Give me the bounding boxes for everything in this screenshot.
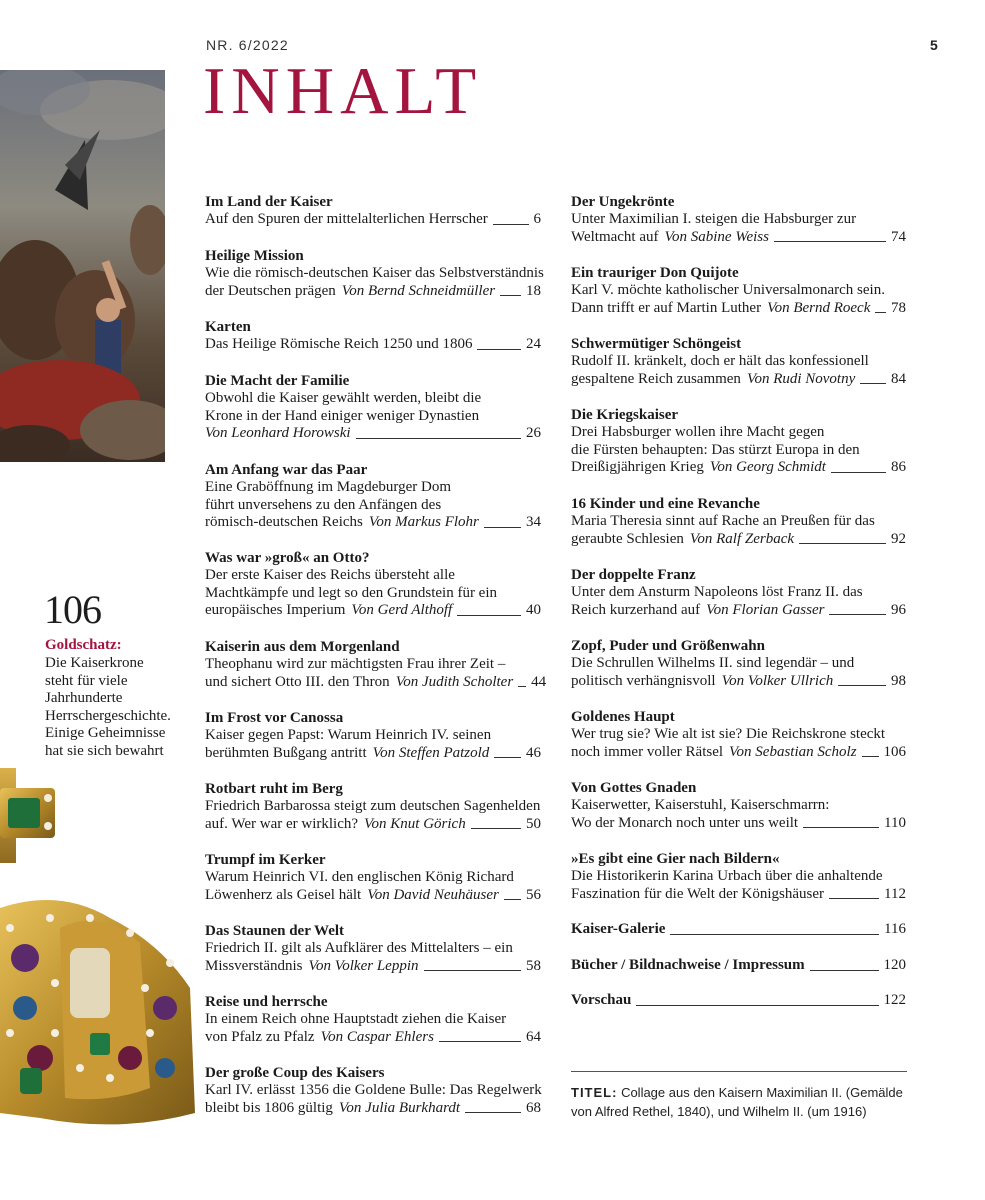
toc-entry-title: Kaiserin aus dem Morgenland <box>205 639 400 655</box>
toc-entry-text: Dreißigjährigen Krieg <box>571 459 704 476</box>
toc-entry-text: Wie die römisch-deutschen Kaiser das Selbstverständnis <box>205 265 544 281</box>
toc-entry[interactable] <box>571 495 906 548</box>
battle-painting-image <box>0 70 165 462</box>
toc-entry-author: Von Steffen Patzold <box>372 744 490 761</box>
toc-entry-text: römisch-deutschen Reichs <box>205 514 363 531</box>
toc-entry-text: Theophanu wird zur mächtigsten Frau ihrer Zeit – <box>205 656 506 672</box>
toc-entry[interactable] <box>205 851 541 904</box>
toc-entry-text: geraubte Schlesien <box>571 530 684 547</box>
toc-entry-title: 16 Kinder und eine Revanche <box>571 496 760 512</box>
toc-entry[interactable] <box>205 461 541 532</box>
toc-entry-page: 96 <box>891 601 906 618</box>
feature-description <box>45 655 185 761</box>
toc-entry-author: Von Bernd Schneidmüller <box>341 282 496 299</box>
toc-entry-author: Von Knut Görich <box>364 815 466 832</box>
toc-entry-page: 6 <box>533 211 541 227</box>
feature-line: steht für viele <box>45 672 128 689</box>
toc-entry-page: 74 <box>891 228 906 245</box>
toc-entry-page: 24 <box>526 336 541 352</box>
toc-entry-page: 116 <box>884 921 906 937</box>
toc-entry-page: 64 <box>526 1028 541 1045</box>
toc-entry-page: 44 <box>531 673 547 690</box>
toc-entry-title: Der doppelte Franz <box>571 567 696 583</box>
toc-entry-text: Die Historikerin Karina Urbach über die anhaltende <box>571 868 883 884</box>
issue-number: NR. 6/2022 <box>206 37 289 53</box>
toc-entry[interactable] <box>571 957 906 975</box>
toc-entry-page: 68 <box>526 1099 541 1116</box>
toc-entry-text: Kaiser gegen Papst: Warum Heinrich IV. seinen <box>205 727 492 743</box>
toc-entry[interactable] <box>571 850 906 903</box>
toc-entry[interactable] <box>205 372 541 443</box>
cover-caption <box>571 1083 911 1121</box>
toc-entry-page: 58 <box>526 957 541 974</box>
toc-entry-author: Von Volker Leppin <box>308 957 419 974</box>
feature-line: hat sie sich bewahrt <box>45 742 164 759</box>
toc-entry-text: Obwohl die Kaiser gewählt werden, bleibt die <box>205 390 482 406</box>
toc-entry-text: Dann trifft er auf Martin Luther <box>571 299 762 316</box>
toc-entry[interactable] <box>205 247 544 300</box>
toc-entry[interactable] <box>571 193 906 246</box>
toc-entry-title: Der große Coup des Kaisers <box>205 1065 385 1081</box>
toc-entry-text: führt unversehens zu den Anfängen des <box>205 496 442 513</box>
toc-entry-author: Von Sebastian Scholz <box>729 743 857 760</box>
toc-entry-author: Von Markus Flohr <box>368 514 479 531</box>
toc-entry-author: Von Julia Burkhardt <box>338 1099 461 1116</box>
feature-line: Jahrhunderte <box>45 690 123 707</box>
toc-entry[interactable] <box>571 921 906 939</box>
page-title: INHALT <box>203 54 483 128</box>
toc-entry-title: Am Anfang war das Paar <box>205 462 368 478</box>
toc-entry-text: Warum Heinrich VI. den englischen König Richard <box>205 869 514 885</box>
toc-entry-text: Maria Theresia sinnt auf Rache an Preußen für das <box>571 513 875 529</box>
toc-entry-text: auf. Wer war er wirklich? <box>205 815 359 832</box>
toc-entry-page: 56 <box>526 886 541 903</box>
toc-entry-page: 34 <box>526 514 541 531</box>
toc-entry-author: Von David Neuhäuser <box>367 886 499 903</box>
feature-page-number: 106 <box>44 587 101 632</box>
feature-title: Goldschatz: <box>45 637 122 653</box>
toc-entry-author: Von Florian Gasser <box>706 601 825 618</box>
toc-entry-text: politisch verhängnisvoll <box>571 672 716 689</box>
toc-entry[interactable] <box>571 566 906 619</box>
toc-entry-text: Machtkämpfe und legt so den Grundstein für ein <box>205 584 498 601</box>
toc-entry-title: Reise und herrsche <box>205 994 328 1010</box>
toc-entry-page: 40 <box>526 602 541 619</box>
toc-entry-author: Von Leonhard Horowski <box>205 425 351 442</box>
toc-entry-text: Faszination für die Welt der Königshäuser <box>571 885 825 902</box>
toc-entry[interactable] <box>571 406 906 477</box>
toc-entry-author: Von Judith Scholter <box>395 673 514 690</box>
toc-entry-page: 50 <box>526 815 541 832</box>
toc-entry-text: europäisches Imperium <box>205 602 346 619</box>
toc-entry-text: bleibt bis 1806 gültig <box>205 1099 333 1116</box>
toc-entry-page: 46 <box>526 744 541 761</box>
toc-entry-title: Die Kriegskaiser <box>571 407 679 423</box>
toc-entry-text: Wo der Monarch noch unter uns weilt <box>571 814 799 831</box>
toc-entry-text: der Deutschen prägen <box>205 282 336 299</box>
caption-divider <box>571 1071 907 1072</box>
toc-entry-author: Von Bernd Roeck <box>767 299 871 316</box>
toc-entry-text: und sichert Otto III. den Thron <box>205 673 390 690</box>
toc-entry-text: Krone in der Hand einiger weniger Dynastien <box>205 407 480 424</box>
toc-entry-page: 78 <box>891 299 906 316</box>
toc-entry-title: Goldenes Haupt <box>571 709 675 725</box>
toc-entry-text: Unter Maximilian I. steigen die Habsburger zur <box>571 211 857 227</box>
page-number: 5 <box>930 37 938 53</box>
toc-entry-title: »Es gibt eine Gier nach Bildern« <box>571 851 780 867</box>
toc-entry-text: Reich kurzerhand auf <box>571 601 701 618</box>
toc-entry-page: 120 <box>883 957 906 973</box>
toc-entry-text: Die Schrullen Wilhelms II. sind legendär – und <box>571 655 855 671</box>
toc-entry-text: die Fürsten behaupten: Das stürzt Europa in den <box>571 441 860 458</box>
toc-entry-text: Unter dem Ansturm Napoleons löst Franz II. das <box>571 584 863 600</box>
toc-entry-author: Von Volker Ullrich <box>721 672 834 689</box>
toc-entry-text: In einem Reich ohne Hauptstadt ziehen die Kaiser <box>205 1011 507 1027</box>
toc-entry-text: Wer trug sie? Wie alt ist sie? Die Reichskrone steckt <box>571 726 886 742</box>
toc-entry-title: Von Gottes Gnaden <box>571 780 697 796</box>
caption-label: TITEL: <box>571 1085 618 1100</box>
toc-entry-text: gespaltene Reich zusammen <box>571 370 741 387</box>
caption-first-line <box>571 1085 903 1100</box>
toc-entry-author: Von Rudi Novotny <box>746 370 856 387</box>
toc-entry[interactable] <box>571 264 906 317</box>
toc-entry-title: Ein trauriger Don Quijote <box>571 265 739 281</box>
toc-entry-text: Der erste Kaiser des Reichs übersteht alle <box>205 567 455 583</box>
toc-entry-page: 98 <box>891 672 906 689</box>
toc-entry[interactable] <box>571 992 906 1010</box>
toc-entry[interactable] <box>205 1064 541 1117</box>
toc-entry-text: Löwenherz als Geisel hält <box>205 886 362 903</box>
toc-entry-author: Von Caspar Ehlers <box>320 1028 434 1045</box>
toc-entry-page: 86 <box>891 459 906 476</box>
toc-entry-title: Das Staunen der Welt <box>205 923 345 939</box>
toc-entry-title: Bücher / Bildnachweise / Impressum <box>571 957 805 973</box>
toc-entry-title: Schwermütiger Schöngeist <box>571 336 742 352</box>
toc-entry-title: Heilige Mission <box>205 248 304 264</box>
toc-entry[interactable] <box>205 709 541 762</box>
toc-entry-author: Von Gerd Althoff <box>351 602 453 619</box>
toc-entry-text: Friedrich Barbarossa steigt zum deutschen Sagenhelden <box>205 798 541 814</box>
toc-entry[interactable] <box>205 780 541 833</box>
toc-entry[interactable] <box>571 335 906 388</box>
toc-entry-author: Von Georg Schmidt <box>709 459 826 476</box>
toc-entry-text: Kaiserwetter, Kaiserstuhl, Kaiserschmarrn: <box>571 797 830 813</box>
toc-entry-text: Friedrich II. gilt als Aufklärer des Mittelalters – ein <box>205 940 513 956</box>
toc-entry-title: Im Frost vor Canossa <box>205 710 344 726</box>
toc-entry-text: noch immer voller Rätsel <box>571 743 724 760</box>
toc-entry-page: 110 <box>884 814 906 831</box>
toc-entry-page: 26 <box>526 425 541 442</box>
toc-entry-title: Vorschau <box>571 992 632 1008</box>
feature-line: Die Kaiserkrone <box>45 655 144 671</box>
toc-entry-title: Was war »groß« an Otto? <box>205 550 370 566</box>
toc-entry-text: Drei Habsburger wollen ihre Macht gegen <box>571 424 825 440</box>
toc-entry-text: berühmten Bußgang antritt <box>205 744 367 761</box>
toc-entry[interactable] <box>205 193 541 229</box>
toc-entry[interactable] <box>571 779 906 832</box>
toc-entry-title: Die Macht der Familie <box>205 373 350 389</box>
toc-entry-author: Von Sabine Weiss <box>664 228 769 245</box>
toc-entry-text: Rudolf II. kränkelt, doch er hält das konfessionell <box>571 353 869 369</box>
toc-entry-text: Das Heilige Römische Reich 1250 und 1806 <box>205 336 473 352</box>
toc-entry-title: Rotbart ruht im Berg <box>205 781 343 797</box>
toc-entry-text: Eine Graböffnung im Magdeburger Dom <box>205 479 452 495</box>
toc-entry-text: Weltmacht auf <box>571 228 659 245</box>
toc-entry-page: 84 <box>891 370 906 387</box>
caption-text: Collage aus den Kaisern Maximilian II. (Gemälde <box>621 1085 903 1100</box>
toc-entry[interactable] <box>571 708 906 761</box>
toc-entry[interactable] <box>205 318 541 354</box>
toc-entry-title: Trumpf im Kerker <box>205 852 326 868</box>
toc-entry[interactable] <box>571 637 906 690</box>
toc-entry[interactable] <box>205 638 547 691</box>
toc-entry-text: Karl V. möchte katholischer Universalmonarch sein. <box>571 282 885 298</box>
toc-entry-page: 122 <box>883 992 906 1008</box>
toc-entry-text: von Pfalz zu Pfalz <box>205 1028 315 1045</box>
toc-entry[interactable] <box>205 993 541 1046</box>
toc-entry-page: 106 <box>883 743 906 760</box>
toc-entry-page: 18 <box>526 282 541 299</box>
toc-entry[interactable] <box>205 549 541 620</box>
toc-entry-text: Missverständnis <box>205 957 303 974</box>
toc-entry[interactable] <box>205 922 541 975</box>
toc-entry-title: Im Land der Kaiser <box>205 194 333 210</box>
toc-entry-author: Von Ralf Zerback <box>689 530 795 547</box>
toc-entry-text: Karl IV. erlässt 1356 die Goldene Bulle: Das Regelwerk <box>205 1082 542 1098</box>
toc-entry-title: Der Ungekrönte <box>571 194 675 210</box>
feature-line: Herrschergeschichte. <box>45 707 171 724</box>
imperial-crown-image <box>0 768 200 1133</box>
caption-text: von Alfred Rethel, 1840), und Wilhelm II. (um 1916) <box>571 1104 867 1119</box>
toc-entry-page: 92 <box>891 530 906 547</box>
toc-entry-text: Auf den Spuren der mittelalterlichen Herrscher <box>205 211 488 227</box>
toc-entry-page: 112 <box>884 885 906 902</box>
toc-entry-title: Kaiser-Galerie <box>571 921 666 937</box>
toc-entry-title: Karten <box>205 319 251 335</box>
feature-line: Einige Geheimnisse <box>45 725 166 742</box>
toc-entry-title: Zopf, Puder und Größenwahn <box>571 638 765 654</box>
